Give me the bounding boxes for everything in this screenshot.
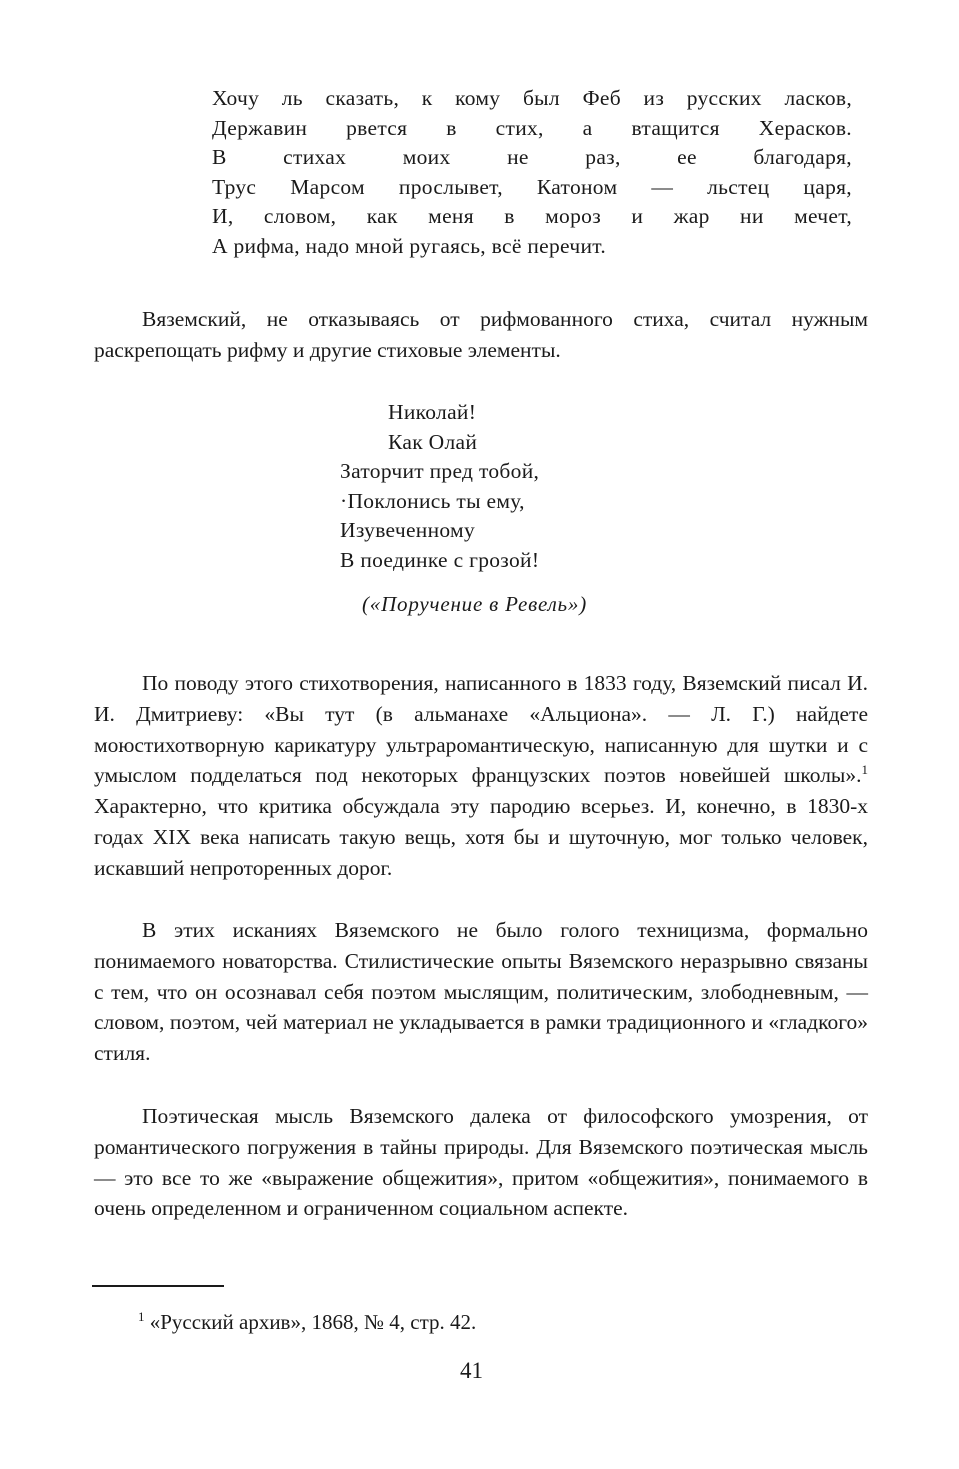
footnote-reference[interactable]: 1 — [861, 762, 868, 778]
paragraph-3: Поэтическая мысль Вяземского далека от философского умозрения, от романтического погружения в тайны природы. Для Вяземского поэтическая мысль — это все то же «выражение общежития», притом «общежития», понимаемого в очень определенном и ограниченном социальном аспекте. — [94, 1104, 868, 1221]
verse-line: А рифма, надо мной ругаясь, всё перечит. — [212, 233, 607, 258]
paragraph-text: По поводу этого стихотворения, написанного в 1833 году, Вяземский писал И. И. Дмитриеву: «Вы тут (в альманахе «Альциона». — Л. Г.) найдете моюстихотворную карикатуру ультраромантическую, написанную для шутки и с умыслом подделаться под некоторых французских поэтов новейшей школы». — [94, 671, 868, 788]
paragraph-1 — [94, 668, 868, 884]
verse-line: Николай! — [388, 400, 477, 424]
verse-line: ·Поклонись ты ему, — [340, 488, 525, 513]
page-number: 41 — [460, 1358, 483, 1383]
verse-line: Державин рвется в стих, а втащится Херасков. — [212, 115, 852, 140]
verse-line: В поединке с грозой! — [340, 547, 540, 572]
verse-line: Как Олай — [388, 429, 478, 454]
footnote — [138, 1310, 476, 1335]
verse-line: И, словом, как меня в мороз и жар ни мечет, — [212, 204, 852, 228]
footnote-mark: 1 — [138, 1309, 145, 1324]
paragraph-text: Характерно, что критика обсуждала эту пародию всерьез. И, конечно, в 1830-х годах XIX века написать такую вещь, хотя бы и шуточную, мог только человек, искавший непроторенных дорог. — [94, 794, 868, 880]
verse-poem — [340, 398, 539, 575]
verse-line: В стихах моих не раз, ее благодаря, — [212, 145, 852, 169]
paragraph-2: В этих исканиях Вяземского не было голого техницизма, формально понимаемого новаторства. Стилистические опыты Вяземского неразрывно связаны с тем, что он осознавал себя поэтом мыслящим, политическим, злободневным, — словом, поэтом, чей материал не укладывается в рамки традиционного и «гладкого» стиля. — [94, 918, 868, 1066]
poem-source-caption: («Поручение в Ревель») — [362, 592, 588, 616]
footnote-divider — [92, 1285, 224, 1287]
footnote-text: «Русский архив», 1868, № 4, стр. 42. — [144, 1310, 477, 1334]
intro-paragraph: Вяземский, не отказываясь от рифмованного стиха, считал нужным раскрепощать рифму и другие стиховые элементы. — [94, 307, 868, 362]
verse-epigram — [212, 84, 852, 261]
verse-line: Трус Марсом прослывет, Катоном — льстец царя, — [212, 174, 852, 199]
verse-line: Заторчит пред тобой, — [340, 459, 540, 483]
verse-line: Изувеченному — [340, 518, 476, 542]
verse-line: Хочу ль сказать, к кому был Феб из русских ласков, — [212, 86, 852, 110]
